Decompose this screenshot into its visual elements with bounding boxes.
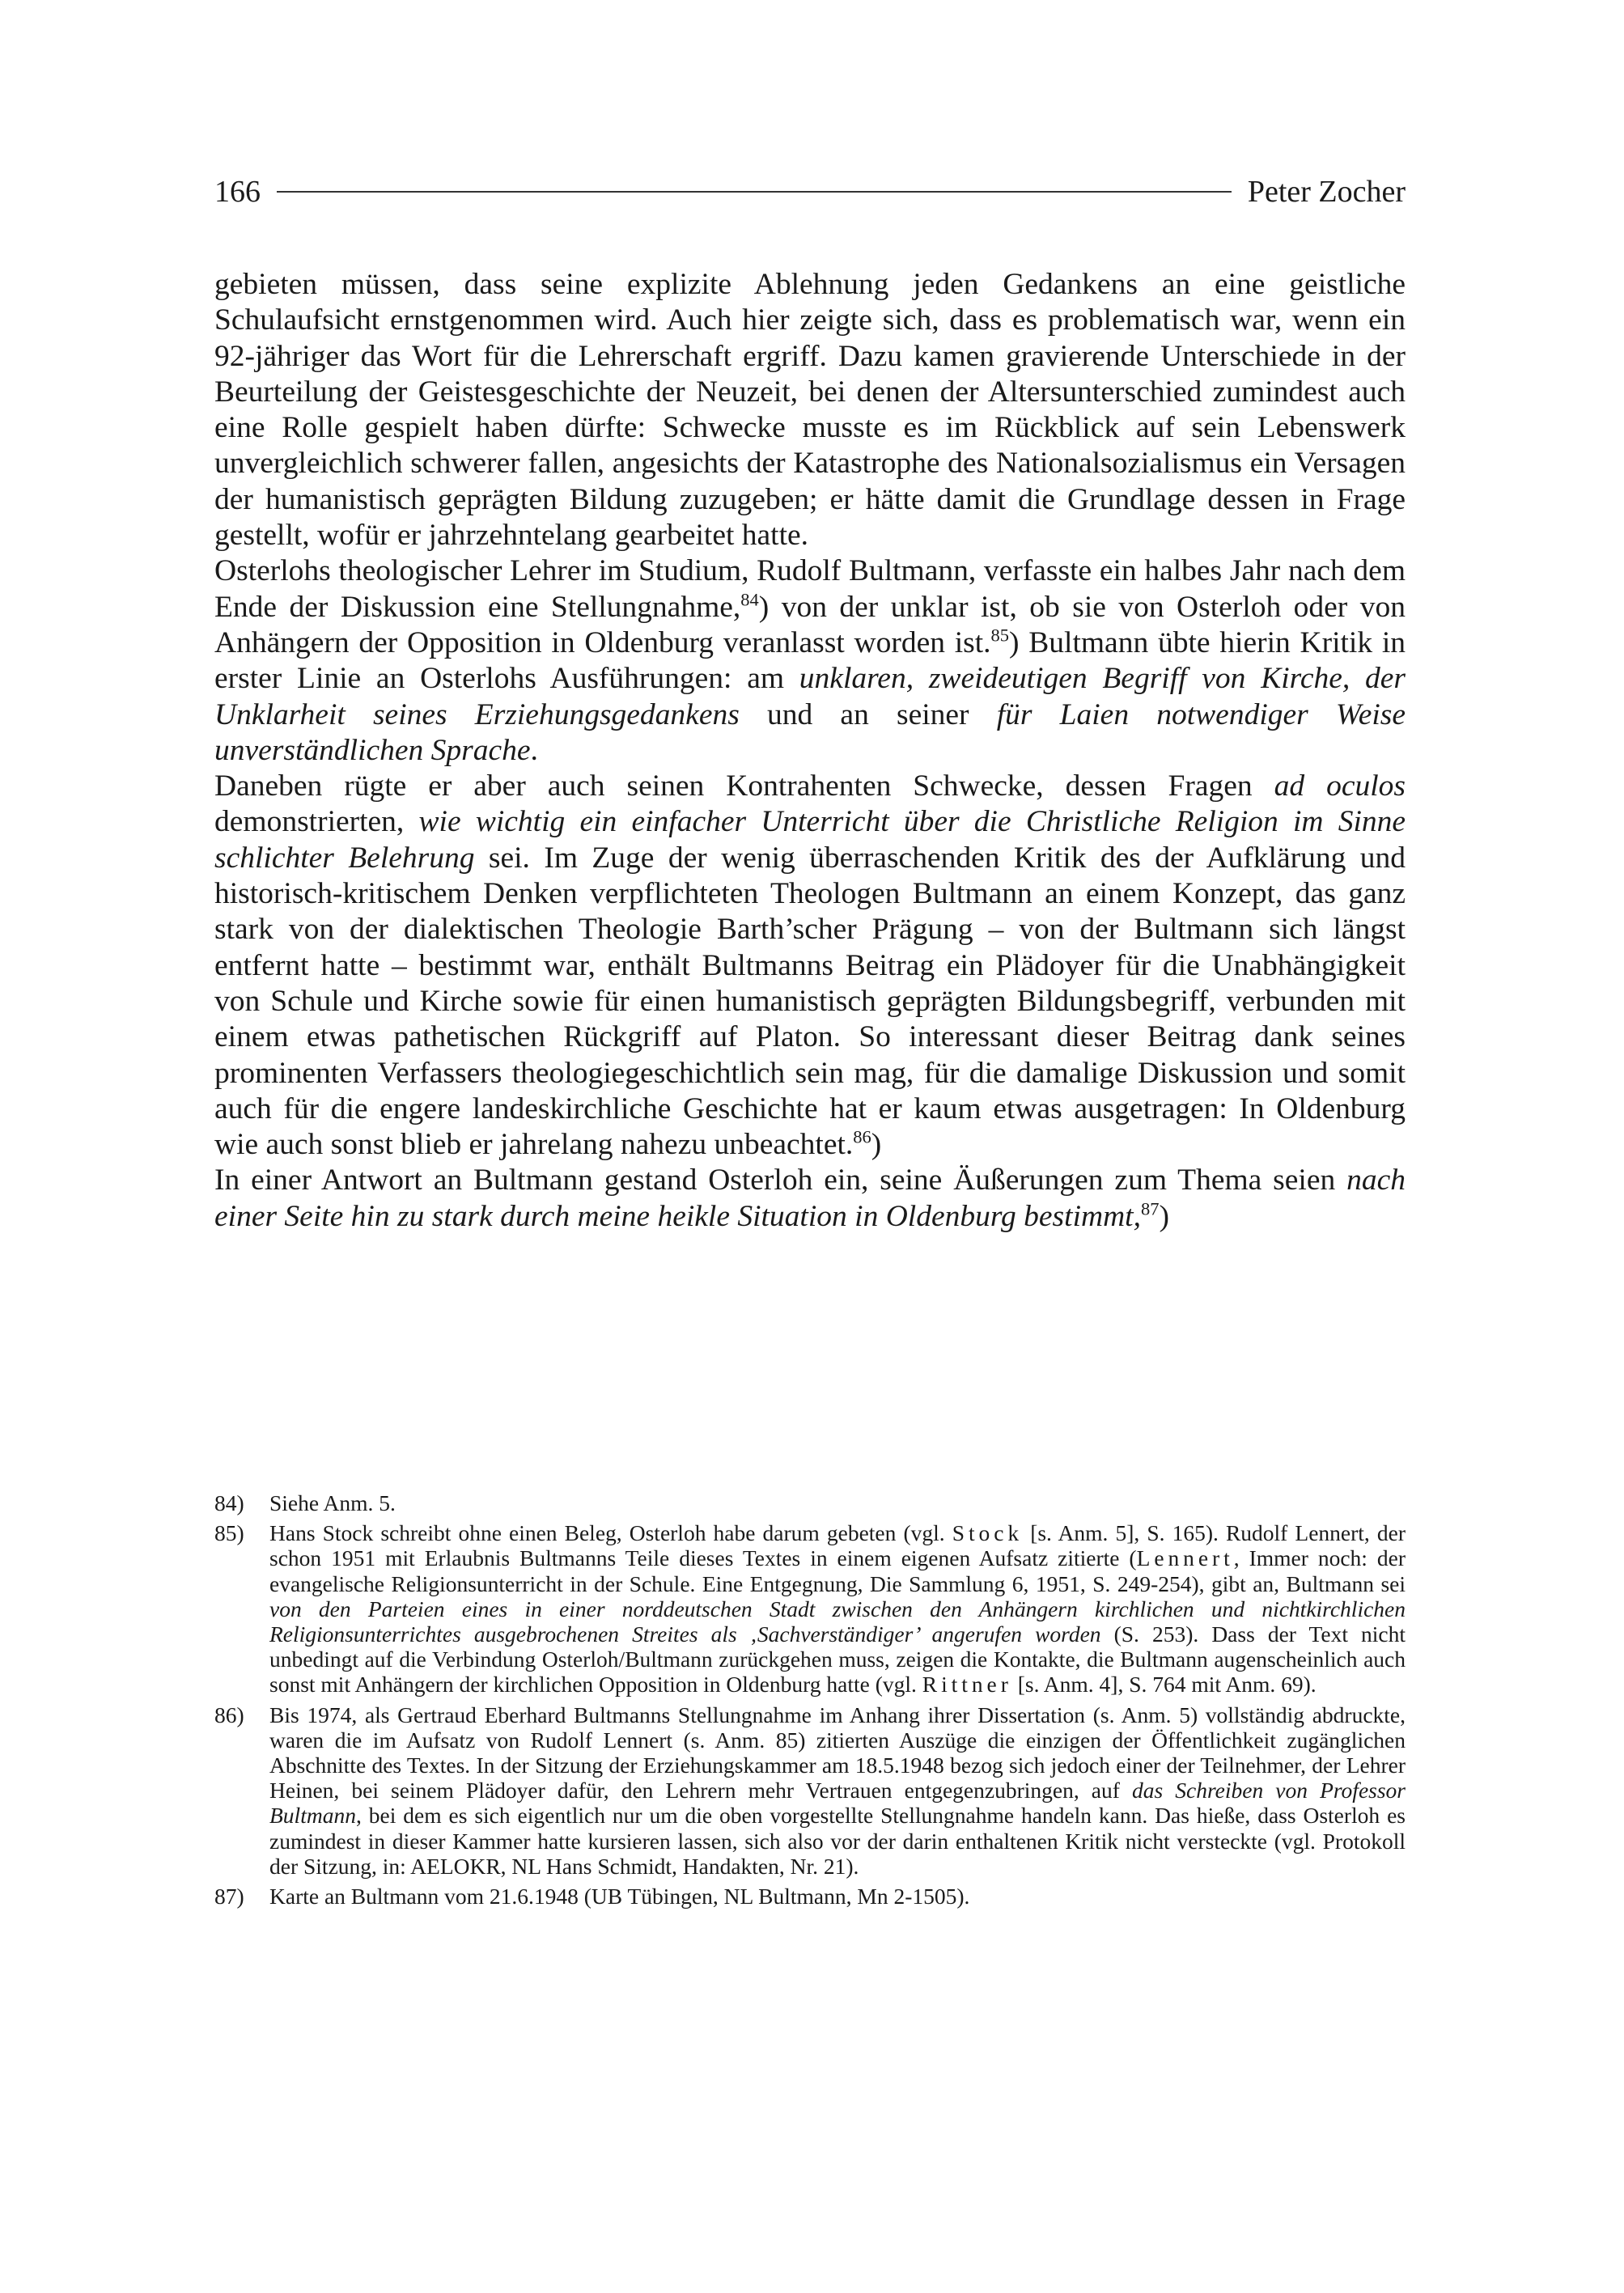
paragraph-2	[214, 553, 1406, 769]
footnote-span: , bei dem es sich eigentlich nur um die oben vorgestellte Stellungnahme handeln kann. Das hieße, dass Osterloh es zumindest in dieser Kammer hatte kursieren lassen, sich also vor der darin enthaltenen Kritik nicht versteckte (vgl. Protokoll der Sitzung, in: AELOKR, NL Hans Schmidt, Handakten, Nr. 21).	[269, 1803, 1406, 1879]
footnote-number: 86)	[214, 1702, 244, 1727]
italic-phrase: ad oculos	[1274, 769, 1406, 803]
paragraph-text: demonstrierten,	[214, 805, 419, 839]
paragraph-text: .	[530, 733, 538, 767]
italic-quote: wie wichtig ein einfacher Unterricht über die Christliche Religion im Sinne schlichter Belehrung	[214, 805, 1406, 875]
footnote-span: Hans Stock schreibt ohne einen Beleg, Osterloh habe darum gebeten (vgl.	[269, 1520, 952, 1546]
footnote-84	[214, 1490, 1406, 1515]
footnote-ref-86: 86	[853, 1126, 871, 1147]
paragraph-text: In einer Antwort an Bultmann gestand Osterloh ein, seine Äußerungen zum Thema seien	[214, 1163, 1347, 1197]
author-name: Rittner	[922, 1672, 1012, 1697]
page-number: 166	[214, 175, 261, 209]
footnote-span: , Immer noch: der evangelische Religionsunterricht in der Schule. Eine Entgegnung, Die Sammlung 6, 1951, S. 249-254), gibt an, Bultmann sei	[269, 1545, 1406, 1596]
paragraph-text: gebieten müssen, dass seine explizite Ablehnung jeden Gedankens an eine geistliche Schulaufsicht ernstgenommen wird. Auch hier zeigte sich, dass es problematisch war, wenn ein 92-jähriger das Wort für die Lehrerschaft ergriff. Dazu kamen gravierende Unterschiede in der Beurteilung der Geistesgeschichte der Neuzeit, bei denen der Altersunterschied zumindest auch eine Rolle gespielt haben dürfte: Schwecke musste es im Rückblick auf sein Lebenswerk unvergleichlich schwerer fallen, angesichts der Katastrophe des Nationalsozialismus ein Versagen der humanistisch geprägten Bildung zuzugeben; er hätte damit die Grundlage dessen in Frage gestellt, wofür er jahrzehntelang gearbeitet hatte.	[214, 268, 1406, 553]
footnote-span: Bis 1974, als Gertraud Eberhard Bultmanns Stellungnahme im Anhang ihrer Dissertation (s. Anm. 5) vollständig abdruckte, waren die im Aufsatz von Rudolf Lennert (s. Anm. 85) zitierten Auszüge die einzigen der Öffentlichkeit zugänglichen Abschnitte des Textes. In der Sitzung der Erziehungskammer am 18.5.1948 bezog sich jedoch einer der Teilnehmer, der Lehrer Heinen, bei seinem Plädoyer dafür, den Lehrern mehr Vertrauen entgegenzubringen, auf	[269, 1702, 1406, 1803]
footnote-text	[269, 1520, 1406, 1697]
italic-quote: unklaren, zweideutigen Begriff von Kirche, der Unklarheit seines Erziehungsgedankens	[214, 662, 1406, 731]
page-header	[214, 170, 1406, 214]
footnote-text	[269, 1490, 1406, 1515]
footnote-number: 87)	[214, 1884, 244, 1909]
footnote-text	[269, 1884, 1406, 1909]
footnote-87	[214, 1884, 1406, 1909]
paragraph-text: Daneben rügte er aber auch seinen Kontrahenten Schwecke, dessen Fragen	[214, 769, 1274, 803]
paragraph-text: sei. Im Zuge der wenig überraschenden Kritik des der Aufklärung und historisch-kritischem Denken verpflichteten Theologen Bultmann an einem Konzept, das ganz stark von der dialektischen Theologie Barth’scher Prägung – von der Bultmann sich längst entfernt hatte – bestimmt war, enthält Bultmanns Beitrag ein Plädoyer für die Unabhängigkeit von Schule und Kirche sowie für einen humanistisch geprägten Bildungsbegriff, verbunden mit einem etwas pathetischen Rückgriff auf Platon. So interessant dieser Beitrag dank seines prominenten Verfassers theologiegeschichtlich sein mag, für die damalige Diskussion und somit auch für die engere landeskirchliche Geschichte hat er kaum etwas ausgetragen: In Oldenburg wie auch sonst blieb er jahrelang nahezu unbeachtet.	[214, 841, 1406, 1162]
paragraph-text: Osterlohs theologischer Lehrer im Studium, Rudolf Bultmann, verfasste ein halbes Jahr nach dem Ende der Diskussion eine Stellungnahme,	[214, 554, 1406, 624]
paragraph-text: )	[1159, 1199, 1169, 1233]
italic-quote: das Schreiben von Professor Bultmann	[269, 1778, 1406, 1829]
footnote-ref-84: 84	[740, 589, 759, 610]
paragraph-text: )	[871, 1128, 882, 1162]
footnote-86	[214, 1702, 1406, 1879]
main-text	[214, 267, 1406, 1235]
italic-quote: von den Parteien eines in einer norddeutschen Stadt zwischen den Anhängern kirchlichen und nichtkirchlichen Religionsunterrichtes ausgebrochenen Streites als ‚Sachverständiger’ angerufen worden	[269, 1596, 1406, 1647]
footnote-span: Karte an Bultmann vom 21.6.1948 (UB Tübingen, NL Bultmann, Mn 2-1505).	[269, 1884, 970, 1909]
footnote-text	[269, 1702, 1406, 1879]
paragraph-text: ) von der unklar ist, ob sie von Osterloh oder von Anhängern der Opposition in Oldenburg veranlasst worden ist.	[214, 590, 1406, 659]
italic-quote: nach einer Seite hin zu stark durch meine heikle Situation in Oldenburg bestimmt,	[214, 1163, 1406, 1233]
paragraph-1	[214, 267, 1406, 553]
footnote-span: Siehe Anm. 5.	[269, 1490, 396, 1515]
running-head: Peter Zocher	[1247, 175, 1406, 209]
author-name: Lennert	[1136, 1545, 1234, 1571]
author-name: Stock	[952, 1520, 1024, 1546]
paragraph-3	[214, 769, 1406, 1163]
header-rule	[277, 191, 1232, 193]
footnote-span: [s. Anm. 5], S. 165). Rudolf Lennert, der schon 1951 mit Erlaubnis Bultmanns Teile dieses Textes in einem eigenen Aufsatz zitierte (	[269, 1520, 1406, 1571]
footnote-span: [s. Anm. 4], S. 764 mit Anm. 69).	[1011, 1672, 1317, 1697]
footnote-85	[214, 1520, 1406, 1697]
footnote-span: (S. 253). Dass der Text nicht unbedingt auf die Verbindung Osterloh/Bultmann zurückgehen muss, zeigen die Kontakte, die Bultmann augenscheinlich auch sonst mit Anhängern der kirchlichen Opposition in Oldenburg hatte (vgl.	[269, 1621, 1406, 1697]
footnote-number: 84)	[214, 1490, 244, 1515]
paragraph-text: ) Bultmann übte hierin Kritik in erster Linie an Osterlohs Ausführungen: am	[214, 625, 1406, 696]
paragraph-4	[214, 1163, 1406, 1235]
footnotes	[214, 1490, 1406, 1914]
footnote-ref-85: 85	[990, 625, 1010, 646]
footnote-number: 85)	[214, 1520, 244, 1546]
footnote-ref-87: 87	[1140, 1198, 1160, 1219]
italic-quote: für Laien notwendiger Weise unverständlichen Sprache	[214, 697, 1406, 767]
paragraph-text: und an seiner	[739, 697, 997, 731]
